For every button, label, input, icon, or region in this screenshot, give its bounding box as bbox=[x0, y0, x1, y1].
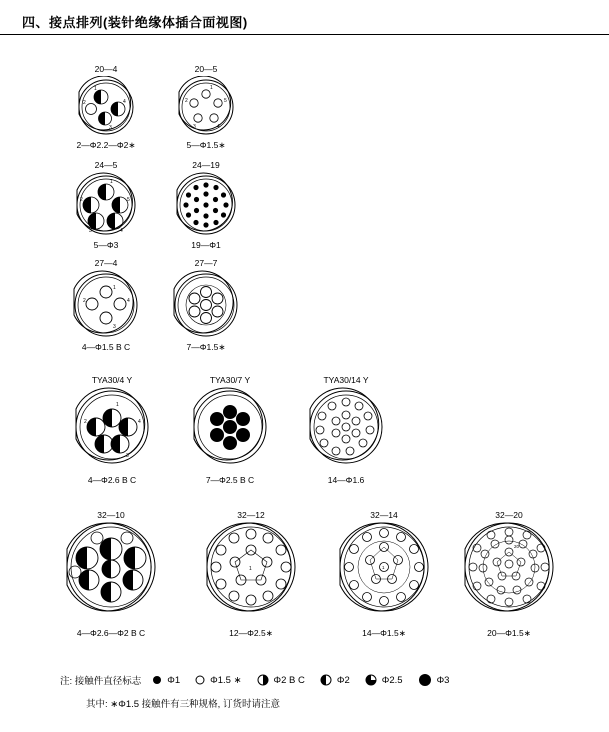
svg-text:3: 3 bbox=[126, 453, 129, 459]
legend-item-2 bbox=[256, 673, 305, 687]
svg-text:2: 2 bbox=[80, 197, 83, 203]
three-quarter-circle-icon bbox=[364, 673, 378, 687]
svg-text:3: 3 bbox=[109, 125, 112, 131]
svg-text:3: 3 bbox=[193, 124, 196, 130]
connector-diagram bbox=[162, 172, 250, 238]
large-filled-circle-icon bbox=[417, 672, 433, 688]
svg-text:4: 4 bbox=[217, 124, 220, 130]
connector-20-4[interactable] bbox=[62, 64, 150, 150]
connector-diagram bbox=[62, 270, 150, 340]
connector-27-7[interactable] bbox=[162, 258, 250, 354]
svg-text:4: 4 bbox=[123, 99, 126, 105]
svg-text:4: 4 bbox=[120, 228, 123, 234]
connector-label-top: TYA30/14 Y bbox=[323, 375, 369, 385]
legend-label-0: Φ1 bbox=[167, 674, 181, 686]
connector-label-bottom: 14—Φ1.5∗ bbox=[362, 628, 406, 638]
svg-text:1: 1 bbox=[210, 85, 213, 91]
legend-row-symbols bbox=[60, 672, 463, 688]
connector-label-top: 32—14 bbox=[370, 510, 398, 520]
connector-label-bottom: 4—Φ2.6 B C bbox=[87, 475, 137, 485]
svg-text:2: 2 bbox=[83, 298, 86, 304]
svg-text:2: 2 bbox=[84, 419, 87, 425]
connector-diagram bbox=[62, 76, 150, 138]
connector-32-14[interactable] bbox=[325, 510, 443, 640]
svg-text:1: 1 bbox=[249, 566, 252, 572]
svg-text:20: 20 bbox=[514, 544, 520, 549]
connector-diagram bbox=[180, 387, 280, 469]
svg-text:5: 5 bbox=[224, 98, 227, 104]
connector-32-10[interactable] bbox=[52, 510, 170, 640]
connector-diagram bbox=[325, 522, 443, 622]
legend-item-1 bbox=[194, 674, 241, 686]
connector-tya30-14[interactable] bbox=[296, 375, 396, 490]
connector-label-top: TYA30/7 Y bbox=[209, 375, 251, 385]
svg-text:4: 4 bbox=[127, 298, 130, 304]
connector-label-bottom: 5—Φ3 bbox=[93, 240, 119, 250]
connector-label-bottom: 4—Φ2.6—Φ2 B C bbox=[76, 628, 146, 638]
connector-diagram bbox=[192, 522, 310, 622]
connector-20-5[interactable] bbox=[162, 64, 250, 150]
connector-diagram bbox=[162, 270, 250, 340]
svg-text:2: 2 bbox=[185, 98, 188, 104]
filled-circle-icon bbox=[151, 674, 163, 686]
connector-label-top: 32—12 bbox=[237, 510, 265, 520]
connector-label-bottom: 2—Φ2.2—Φ2∗ bbox=[76, 140, 136, 150]
connector-label-bottom: 12—Φ2.5∗ bbox=[229, 628, 273, 638]
legend-label-3: Φ2 bbox=[336, 674, 350, 686]
connector-tya30-4[interactable] bbox=[62, 375, 162, 490]
connector-label-top: 32—10 bbox=[97, 510, 125, 520]
connector-label-top: 27—4 bbox=[94, 258, 118, 268]
connector-label-top: 20—4 bbox=[94, 64, 118, 74]
connector-label-top: 27—7 bbox=[194, 258, 218, 268]
connector-label-top: 32—20 bbox=[495, 510, 523, 520]
svg-text:1: 1 bbox=[110, 179, 113, 185]
connector-label-top: 24—19 bbox=[192, 160, 220, 170]
connector-label-top: 24—5 bbox=[94, 160, 118, 170]
half-circle-left-icon bbox=[319, 673, 333, 687]
legend-item-5 bbox=[417, 672, 450, 688]
connector-label-bottom: 5—Φ1.5∗ bbox=[186, 140, 226, 150]
connector-27-4[interactable] bbox=[62, 258, 150, 354]
svg-text:1: 1 bbox=[113, 285, 116, 291]
connector-diagram bbox=[296, 387, 396, 469]
svg-text:3: 3 bbox=[89, 228, 92, 234]
connector-24-19[interactable] bbox=[162, 160, 250, 250]
connector-diagram bbox=[62, 172, 150, 238]
legend-item-3 bbox=[319, 673, 350, 687]
page-title: 四、接点排列(装针绝缘体插合面视图) bbox=[22, 15, 248, 30]
svg-text:2: 2 bbox=[83, 100, 86, 106]
legend-label-2: Φ2 B C bbox=[273, 674, 305, 686]
connector-label-bottom: 14—Φ1.6 bbox=[327, 475, 365, 485]
legend-item-0 bbox=[151, 674, 180, 686]
connector-label-bottom: 4—Φ1.5 B C bbox=[81, 342, 131, 352]
open-circle-icon bbox=[194, 674, 206, 686]
svg-text:1: 1 bbox=[94, 86, 97, 92]
svg-text:4: 4 bbox=[138, 419, 141, 425]
legend-item-4 bbox=[364, 673, 403, 687]
title-divider bbox=[0, 34, 609, 35]
connector-label-top: TYA30/4 Y bbox=[91, 375, 133, 385]
connector-24-5[interactable] bbox=[62, 160, 150, 250]
connector-label-bottom: 7—Φ2.5 B C bbox=[205, 475, 255, 485]
connector-diagram bbox=[62, 387, 162, 469]
svg-text:5: 5 bbox=[127, 197, 130, 203]
connector-label-bottom: 19—Φ1 bbox=[191, 240, 221, 250]
connector-tya30-7[interactable] bbox=[180, 375, 280, 490]
half-circle-right-icon bbox=[256, 673, 270, 687]
svg-text:3: 3 bbox=[113, 324, 116, 330]
legend-label-4: Φ2.5 bbox=[381, 674, 403, 686]
connector-label-bottom: 7—Φ1.5∗ bbox=[186, 342, 226, 352]
legend-lead-text: 注: 接触件直径标志 bbox=[60, 676, 142, 687]
connector-diagram bbox=[450, 522, 568, 622]
svg-text:1: 1 bbox=[382, 565, 385, 570]
connector-label-top: 20—5 bbox=[194, 64, 218, 74]
connector-32-20[interactable] bbox=[450, 510, 568, 640]
connector-diagram bbox=[162, 76, 250, 138]
legend-label-1: Φ1.5 ∗ bbox=[210, 674, 242, 686]
legend-label-5: Φ3 bbox=[436, 674, 450, 686]
connector-label-bottom: 20—Φ1.5∗ bbox=[487, 628, 531, 638]
legend-note: 其中: ∗Φ1.5 接触件有三种规格, 订货时请注意 bbox=[86, 699, 280, 710]
svg-text:1: 1 bbox=[116, 402, 119, 408]
connector-diagram bbox=[52, 522, 170, 622]
connector-32-12[interactable] bbox=[192, 510, 310, 640]
